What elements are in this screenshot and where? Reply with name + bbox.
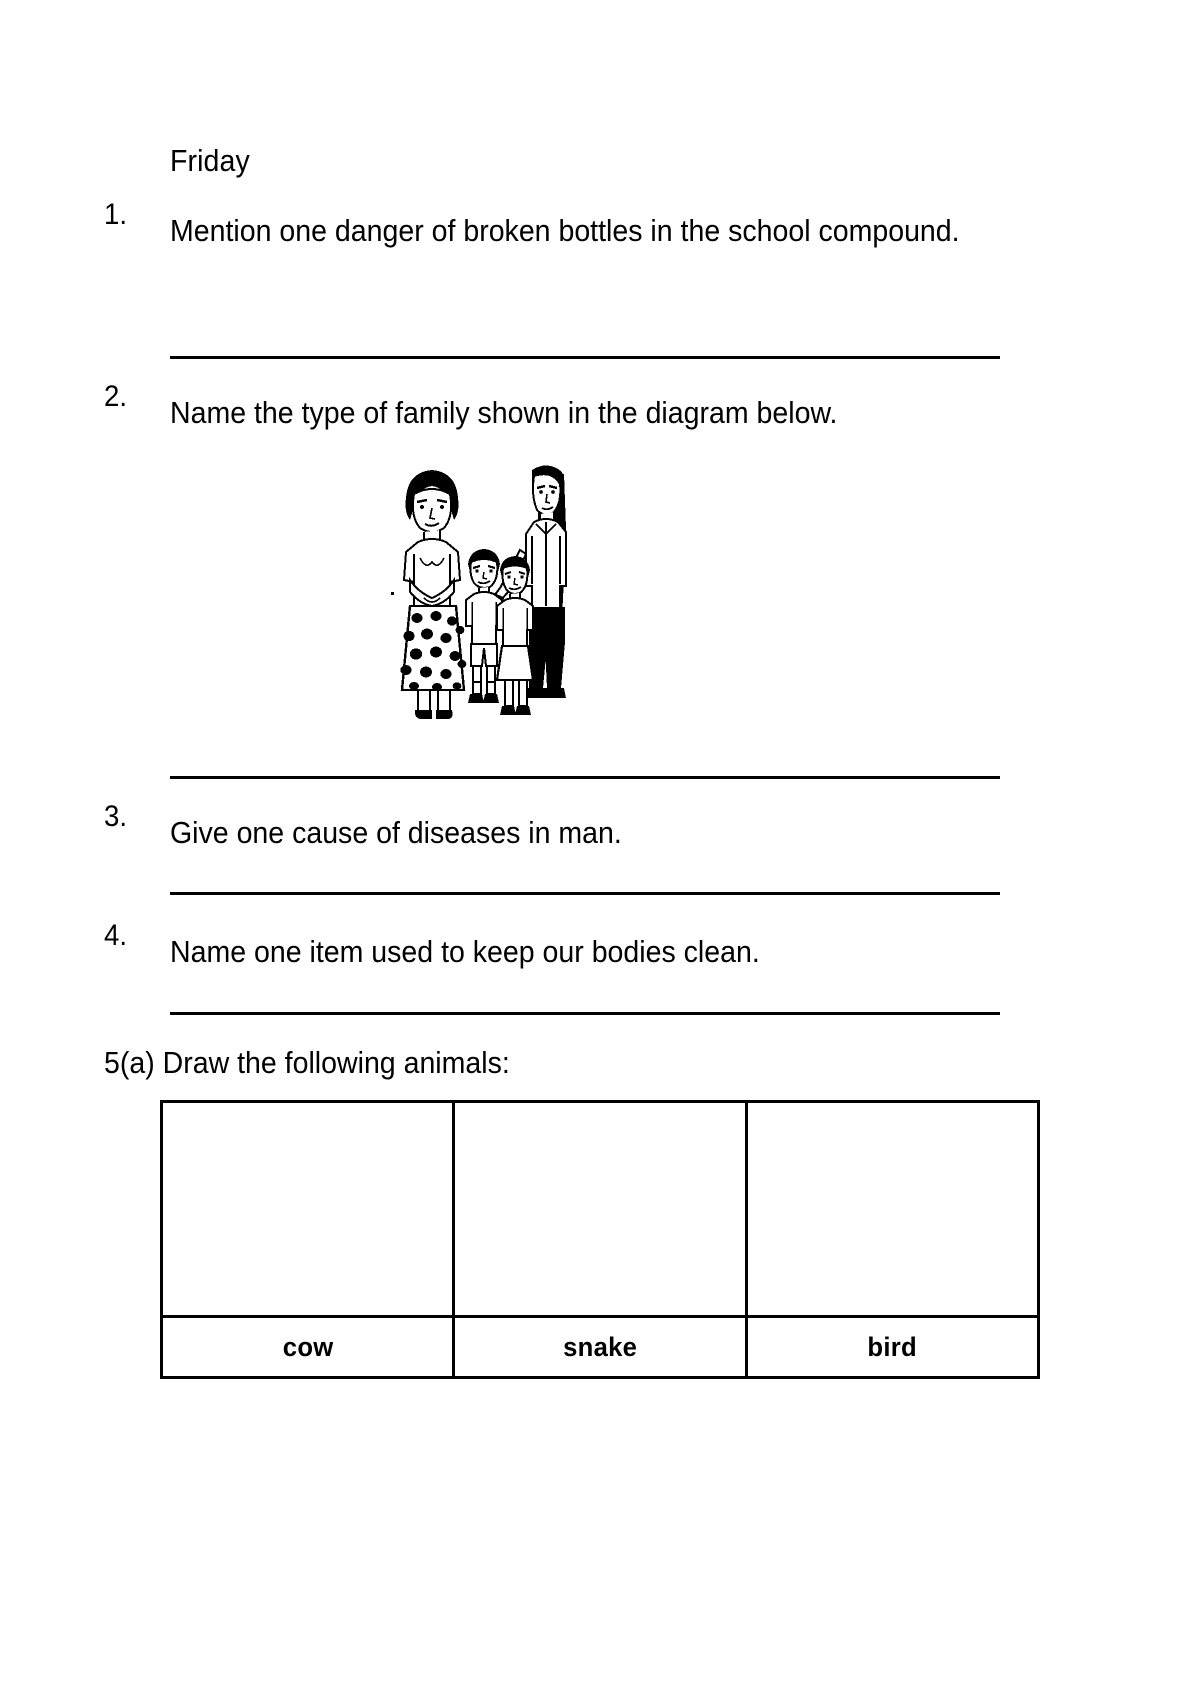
answer-line-4[interactable]: [170, 1012, 1000, 1015]
day-heading: Friday: [170, 143, 250, 178]
answer-line-3[interactable]: [170, 892, 1000, 895]
drawing-cell-bird[interactable]: [746, 1102, 1038, 1317]
animal-label-snake: snake: [461, 1317, 739, 1378]
question-4-number: 4.: [104, 919, 128, 952]
nuclear-family-illustration: [388, 458, 578, 720]
answer-line-1[interactable]: [170, 356, 1000, 359]
question-5a-label: 5(a) Draw the following animals:: [104, 1045, 510, 1080]
drawing-cell-snake[interactable]: [454, 1102, 746, 1317]
animal-label-bird: bird: [753, 1317, 1031, 1378]
question-2-number: 2.: [104, 380, 128, 413]
question-4-text: Name one item used to keep our bodies clean.: [170, 934, 760, 969]
table-row-drawing-area: [162, 1102, 1039, 1317]
answer-line-2[interactable]: [170, 776, 1000, 779]
question-3-number: 3.: [104, 800, 128, 833]
question-2-text: Name the type of family shown in the diagram below.: [170, 395, 838, 430]
question-1-text: Mention one danger of broken bottles in the school compound.: [170, 213, 960, 248]
question-3-text: Give one cause of diseases in man.: [170, 815, 622, 850]
table-row-labels: [162, 1317, 1039, 1378]
animal-label-cow: cow: [169, 1317, 447, 1378]
animal-drawing-table: [160, 1100, 1040, 1379]
question-1-number: 1.: [104, 198, 128, 231]
drawing-cell-cow[interactable]: [162, 1102, 454, 1317]
